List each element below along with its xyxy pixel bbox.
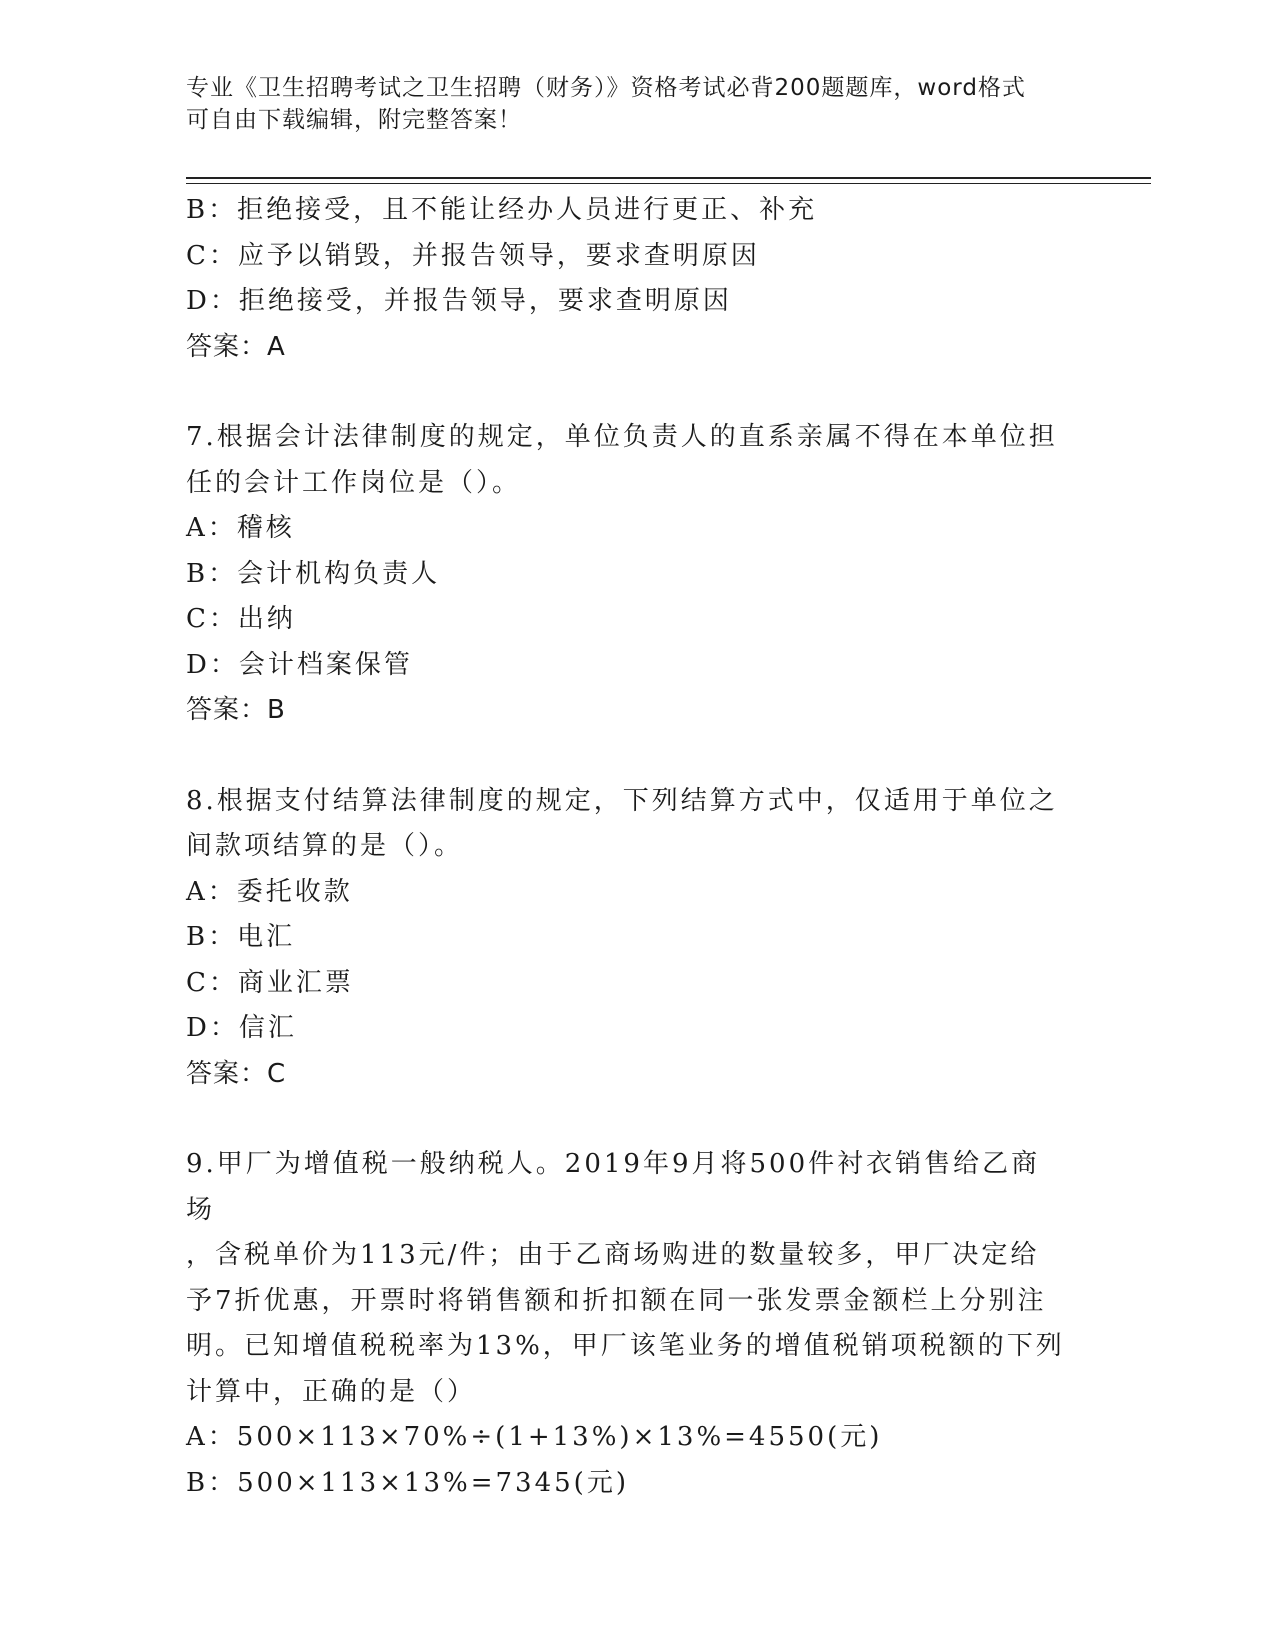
spacer bbox=[186, 734, 1066, 779]
q6-option-b: B：拒绝接受，且不能让经办人员进行更正、补充 bbox=[186, 195, 818, 225]
spacer bbox=[186, 1097, 1066, 1142]
document-header bbox=[186, 72, 1086, 136]
q8-option-b: B：电汇 bbox=[186, 922, 296, 952]
document-body bbox=[186, 188, 1066, 1506]
header-title-line-1: 专业《卫生招聘考试之卫生招聘（财务）》资格考试必背200题题库，word格式 bbox=[186, 75, 1026, 101]
q7-stem-line-1: 7.根据会计法律制度的规定，单位负责人的直系亲属不得在本单位担 bbox=[186, 422, 1058, 452]
q7-stem-line-2: 任的会计工作岗位是（）。 bbox=[186, 467, 522, 498]
q8-option-d: D：信汇 bbox=[186, 1013, 297, 1043]
q7-option-b: B：会计机构负责人 bbox=[186, 558, 441, 589]
header-title-line-2: 可自由下载编辑，附完整答案！ bbox=[186, 107, 522, 133]
q8-stem-line-2: 间款项结算的是（）。 bbox=[186, 831, 464, 861]
q9-stem-line-5: 计算中，正确的是（） bbox=[186, 1376, 477, 1407]
q9-stem-line-2: ，含税单价为113元/件；由于乙商场购进的数量较多，甲厂决定给 bbox=[186, 1240, 1040, 1270]
q9-stem-line-3: 予7折优惠，开票时将销售额和折扣额在同一张发票金额栏上分别注 bbox=[186, 1285, 1047, 1316]
q7-option-c: C：出纳 bbox=[186, 604, 296, 634]
q6-option-d: D：拒绝接受，并报告领导，要求查明原因 bbox=[186, 286, 732, 316]
spacer bbox=[186, 370, 1066, 415]
q9-stem-line-4: 明。已知增值税税率为13%，甲厂该笔业务的增值税销项税额的下列 bbox=[186, 1331, 1065, 1361]
header-divider-thin bbox=[186, 183, 1151, 184]
q6-answer: 答案：A bbox=[186, 331, 286, 362]
q9-option-a: A：500×113×70%÷(1+13%)×13%=4550(元) bbox=[186, 1422, 883, 1452]
q7-option-d: D：会计档案保管 bbox=[186, 649, 413, 680]
q8-answer: 答案：C bbox=[186, 1058, 287, 1089]
q7-answer: 答案：B bbox=[186, 695, 286, 725]
q8-option-a: A：委托收款 bbox=[186, 876, 353, 907]
q9-option-b: B：500×113×13%=7345(元) bbox=[186, 1467, 629, 1498]
q8-option-c: C：商业汇票 bbox=[186, 967, 354, 998]
q8-stem-line-1: 8.根据支付结算法律制度的规定，下列结算方式中，仅适用于单位之 bbox=[186, 785, 1058, 816]
q6-option-c: C：应予以销毁，并报告领导，要求查明原因 bbox=[186, 240, 760, 271]
q7-option-a: A：稽核 bbox=[186, 513, 295, 543]
q9-stem-line-1: 9.甲厂为增值税一般纳税人。2019年9月将500件衬衣销售给乙商场 bbox=[186, 1149, 1041, 1225]
header-divider-thick bbox=[186, 177, 1151, 179]
